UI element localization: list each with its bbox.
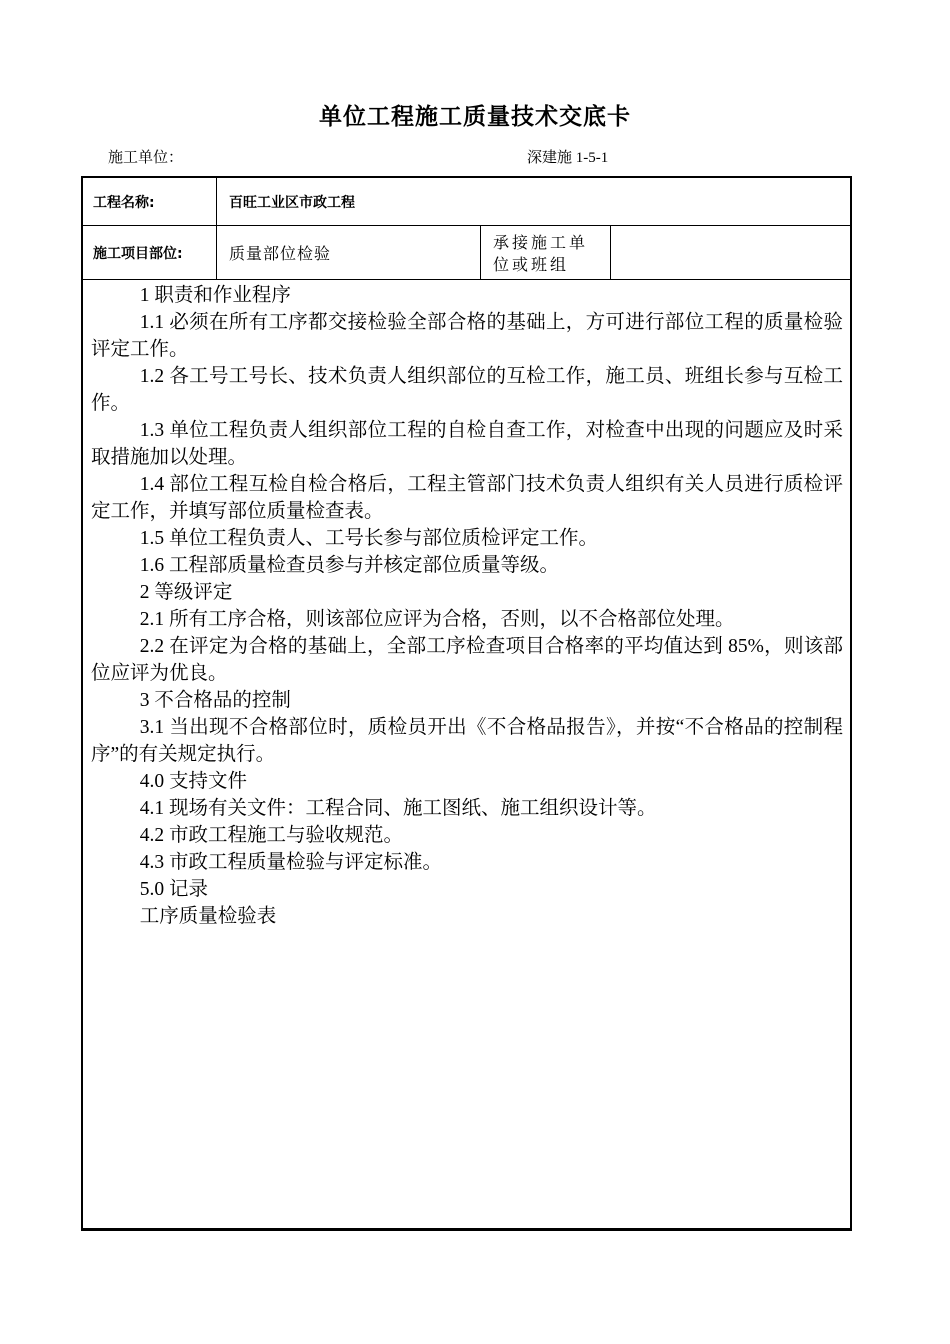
document-title: 单位工程施工质量技术交底卡 — [319, 103, 631, 130]
content-paragraph: 3.1 当出现不合格部位时，质检员开出《不合格品报告》，并按“不合格品的控制程序”的有关规定执行。 — [91, 717, 843, 765]
content-paragraph: 1.3 单位工程负责人组织部位工程的自检自查工作，对检查中出现的问题应及时采取措施加以处理。 — [91, 420, 843, 468]
content-paragraph: 1.6 工程部质量检查员参与并核定部位质量等级。 — [139, 555, 560, 576]
project-part-row — [83, 226, 850, 280]
project-name-value: 百旺工业区市政工程 — [229, 194, 355, 211]
project-part-label: 施工项目部位: — [83, 226, 217, 279]
content-paragraph: 1.2 各工号工号长、技术负责人组织部位的互检工作，施工员、班组长参与互检工作。 — [91, 366, 843, 414]
construction-unit-label: 施工单位： — [108, 148, 184, 166]
contractor-value — [611, 226, 850, 279]
content-paragraph: 4.0 支持文件 — [139, 771, 248, 792]
project-name-row — [83, 178, 850, 226]
content-paragraph: 1.5 单位工程负责人、工号长参与部位质检评定工作。 — [139, 528, 599, 549]
disclosure-content — [91, 282, 843, 930]
content-paragraph: 1.4 部位工程互检自检合格后，工程主管部门技术负责人组织有关人员进行质检评定工作，并填写部位质量检查表。 — [91, 474, 843, 522]
project-name-label: 工程名称: — [83, 178, 217, 225]
content-paragraph: 4.2 市政工程施工与验收规范。 — [139, 825, 404, 846]
content-paragraph: 1 职责和作业程序 — [139, 285, 291, 306]
content-paragraph: 3 不合格品的控制 — [139, 690, 291, 711]
content-paragraph: 2.2 在评定为合格的基础上，全部工序检查项目合格率的平均值达到 85%，则该部位应评为优良。 — [91, 636, 843, 684]
content-paragraph: 4.1 现场有关文件：工程合同、施工图纸、施工组织设计等。 — [139, 798, 657, 819]
content-paragraph: 5.0 记录 — [139, 879, 209, 900]
content-paragraph: 2 等级评定 — [139, 582, 233, 603]
project-part-value: 质量部位检验 — [217, 226, 481, 279]
content-paragraph: 2.1 所有工序合格，则该部位应评为合格，否则，以不合格部位处理。 — [139, 609, 735, 630]
content-paragraph: 1.1 必须在所有工序都交接检验全部合格的基础上，方可进行部位工程的质量检验评定工作。 — [91, 312, 843, 360]
contractor-label: 承接施工单位或班组 — [481, 226, 611, 279]
disclosure-form-table — [81, 176, 852, 1231]
document-number: 深建施 1-5-1 — [527, 150, 609, 166]
content-paragraph: 4.3 市政工程质量检验与评定标准。 — [139, 852, 443, 873]
content-paragraph: 工序质量检验表 — [139, 906, 277, 927]
